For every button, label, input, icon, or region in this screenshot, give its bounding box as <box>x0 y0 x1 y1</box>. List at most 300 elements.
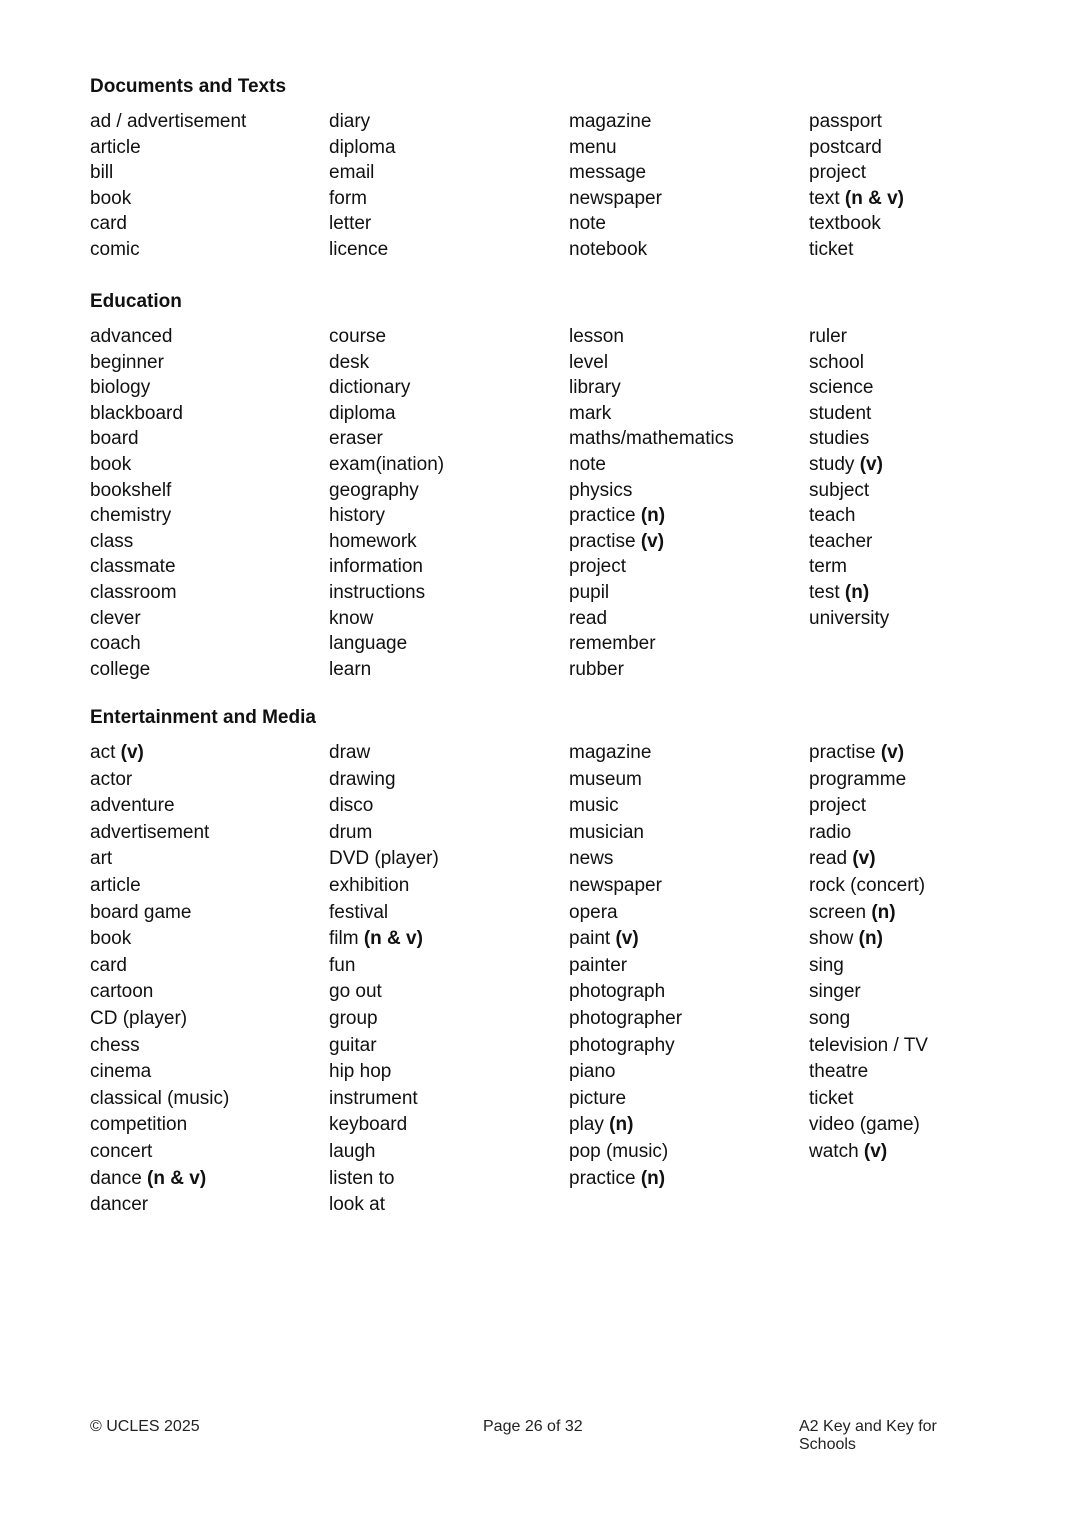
word-text: play <box>569 1114 610 1136</box>
word-text: project <box>809 795 867 817</box>
part-of-speech: (n) <box>640 505 666 527</box>
word-text: information <box>329 556 423 578</box>
word-text: read <box>569 607 608 629</box>
vocabulary-word <box>569 606 809 632</box>
part-of-speech: (v) <box>852 848 876 870</box>
word-text: singer <box>809 981 861 1003</box>
word-text: textbook <box>809 213 881 235</box>
word-text: picture <box>569 1087 627 1109</box>
vocabulary-word <box>90 1139 329 1166</box>
vocabulary-word <box>569 580 809 606</box>
word-text: photography <box>569 1034 675 1056</box>
word-text: laugh <box>329 1140 376 1162</box>
word-text: read <box>809 848 853 870</box>
word-text: painter <box>569 954 628 976</box>
vocabulary-word <box>90 1192 329 1219</box>
word-text: advertisement <box>90 821 210 843</box>
word-text: coach <box>90 633 141 655</box>
vocabulary-word <box>90 740 329 767</box>
vocabulary-word <box>569 657 809 683</box>
word-text: DVD (player) <box>329 848 439 870</box>
vocabulary-word <box>90 979 329 1006</box>
word-text: homework <box>329 530 417 552</box>
vocabulary-word <box>329 740 569 767</box>
vocabulary-word <box>809 554 1050 580</box>
vocabulary-word <box>569 324 809 350</box>
vocabulary-word <box>809 186 1050 212</box>
vocabulary-word <box>809 1059 1050 1086</box>
word-text: board game <box>90 901 192 923</box>
word-text: message <box>569 162 647 184</box>
word-text: lesson <box>569 326 624 347</box>
word-text: art <box>90 848 113 870</box>
vocabulary-word <box>809 873 1050 900</box>
vocabulary-word <box>809 426 1050 452</box>
word-text: clever <box>90 607 141 629</box>
vocabulary-word <box>90 1166 329 1193</box>
footer-publication-title: A2 Key and Key for Schools <box>799 1418 937 1453</box>
vocabulary-word <box>329 953 569 980</box>
word-text: group <box>329 1007 378 1029</box>
vocabulary-word <box>90 580 329 606</box>
vocabulary-word <box>90 926 329 953</box>
word-text: bill <box>90 162 114 184</box>
word-text: film <box>329 928 364 950</box>
word-text: practise <box>569 530 641 552</box>
word-text: history <box>329 505 385 527</box>
word-text: diary <box>329 111 371 132</box>
word-text: musician <box>569 821 644 843</box>
vocabulary-word <box>569 529 809 555</box>
word-text: diploma <box>329 136 396 158</box>
word-text: newspaper <box>569 874 662 896</box>
vocabulary-word <box>329 1033 569 1060</box>
word-text: dancer <box>90 1194 149 1216</box>
part-of-speech: (n & v) <box>844 187 905 209</box>
vocabulary-word <box>569 554 809 580</box>
word-text: notebook <box>569 238 648 260</box>
vocabulary-word <box>809 529 1050 555</box>
vocabulary-word <box>329 478 569 504</box>
word-text: song <box>809 1007 851 1029</box>
vocabulary-word <box>90 1059 329 1086</box>
vocabulary-word <box>809 820 1050 847</box>
word-text: student <box>809 402 872 424</box>
vocabulary-word <box>569 900 809 927</box>
word-text: pupil <box>569 581 610 603</box>
section-documents-and-texts <box>90 74 1050 263</box>
vocabulary-word <box>329 820 569 847</box>
word-text: bookshelf <box>90 479 172 501</box>
word-text: theatre <box>809 1061 869 1083</box>
word-text: know <box>329 607 374 629</box>
word-text: eraser <box>329 428 383 450</box>
vocabulary-word <box>569 478 809 504</box>
vocabulary-word <box>329 452 569 478</box>
word-text: card <box>90 213 127 235</box>
word-text: subject <box>809 479 870 501</box>
vocabulary-word <box>329 1059 569 1086</box>
word-text: screen <box>809 901 872 923</box>
vocabulary-word <box>90 1086 329 1113</box>
word-column <box>329 740 569 1219</box>
section-title: Education <box>90 291 182 312</box>
vocabulary-word <box>329 109 569 135</box>
vocabulary-word <box>90 375 329 401</box>
vocabulary-word <box>809 503 1050 529</box>
word-text: study <box>809 453 860 475</box>
word-text: teach <box>809 505 856 527</box>
vocabulary-word <box>90 554 329 580</box>
vocabulary-word <box>329 554 569 580</box>
word-text: paint <box>569 928 616 950</box>
word-text: comic <box>90 238 140 260</box>
vocabulary-word <box>809 452 1050 478</box>
vocabulary-word <box>569 186 809 212</box>
word-text: practice <box>569 505 641 527</box>
vocabulary-word <box>569 503 809 529</box>
word-text: disco <box>329 795 374 817</box>
vocabulary-word <box>329 211 569 237</box>
word-text: card <box>90 954 127 976</box>
part-of-speech: (n) <box>871 901 896 923</box>
word-text: teacher <box>809 530 873 552</box>
vocabulary-word <box>90 452 329 478</box>
word-text: project <box>809 162 867 184</box>
vocabulary-word <box>329 793 569 820</box>
vocabulary-word <box>90 820 329 847</box>
word-text: board <box>90 428 139 450</box>
vocabulary-word <box>329 1139 569 1166</box>
vocabulary-word <box>329 135 569 161</box>
vocabulary-word <box>569 953 809 980</box>
word-text: letter <box>329 213 372 235</box>
word-text: news <box>569 848 614 870</box>
vocabulary-word <box>809 1006 1050 1033</box>
word-text: science <box>809 377 874 399</box>
word-text: dance <box>90 1167 148 1189</box>
word-text: menu <box>569 136 617 158</box>
vocabulary-word <box>90 606 329 632</box>
word-text: learn <box>329 658 372 680</box>
word-text: maths/mathematics <box>569 428 734 450</box>
word-text: cinema <box>90 1061 152 1083</box>
word-text: chemistry <box>90 505 172 527</box>
footer-page-number: Page 26 of 32 <box>483 1418 583 1435</box>
vocabulary-word <box>809 350 1050 376</box>
word-text: go out <box>329 981 382 1003</box>
word-text: rock (concert) <box>809 874 926 896</box>
vocabulary-word <box>809 135 1050 161</box>
vocabulary-word <box>809 793 1050 820</box>
vocabulary-word <box>809 580 1050 606</box>
word-text: course <box>329 326 387 347</box>
vocabulary-word <box>569 1112 809 1139</box>
vocabulary-word <box>329 657 569 683</box>
word-text: mark <box>569 402 612 424</box>
vocabulary-word <box>90 631 329 657</box>
vocabulary-word <box>90 767 329 794</box>
word-text: concert <box>90 1140 153 1162</box>
part-of-speech: (n & v) <box>363 928 423 950</box>
vocabulary-word <box>90 160 329 186</box>
vocabulary-word <box>329 1086 569 1113</box>
vocabulary-word <box>809 953 1050 980</box>
vocabulary-word <box>90 953 329 980</box>
vocabulary-word <box>809 900 1050 927</box>
vocabulary-word <box>569 1033 809 1060</box>
vocabulary-word <box>809 478 1050 504</box>
vocabulary-word <box>329 237 569 263</box>
word-column <box>569 109 809 263</box>
part-of-speech: (n) <box>844 581 870 603</box>
word-text: email <box>329 162 375 184</box>
word-column <box>569 324 809 682</box>
word-text: television / TV <box>809 1034 928 1056</box>
word-text: book <box>90 928 132 950</box>
vocabulary-word <box>569 237 809 263</box>
word-column <box>809 109 1050 263</box>
word-column <box>329 109 569 263</box>
vocabulary-word <box>329 324 569 350</box>
word-column <box>90 740 329 1219</box>
word-columns <box>90 109 1050 263</box>
word-text: note <box>569 453 606 475</box>
vocabulary-word <box>90 401 329 427</box>
word-text: passport <box>809 111 882 132</box>
word-text: postcard <box>809 136 882 158</box>
word-text: ruler <box>809 326 848 347</box>
word-text: show <box>809 928 859 950</box>
word-text: rubber <box>569 658 624 680</box>
vocabulary-word <box>90 1006 329 1033</box>
vocabulary-word <box>569 1139 809 1166</box>
word-text: test <box>809 581 845 603</box>
word-text: desk <box>329 351 370 373</box>
vocabulary-word <box>90 109 329 135</box>
word-text: opera <box>569 901 618 923</box>
vocabulary-word <box>90 186 329 212</box>
vocabulary-word <box>809 606 1050 632</box>
vocabulary-word <box>90 478 329 504</box>
vocabulary-word <box>329 900 569 927</box>
vocabulary-word <box>329 186 569 212</box>
vocabulary-word <box>329 926 569 953</box>
vocabulary-word <box>809 767 1050 794</box>
word-text: university <box>809 607 890 629</box>
vocabulary-word <box>90 529 329 555</box>
word-text: article <box>90 874 141 896</box>
word-text: project <box>569 556 627 578</box>
word-text: exam(ination) <box>329 453 445 475</box>
word-text: remember <box>569 633 656 655</box>
vocabulary-word <box>569 1059 809 1086</box>
vocabulary-word <box>569 793 809 820</box>
word-text: piano <box>569 1061 616 1083</box>
vocabulary-word <box>90 1112 329 1139</box>
vocabulary-word <box>569 1006 809 1033</box>
vocabulary-word <box>569 452 809 478</box>
word-text: music <box>569 795 619 817</box>
vocabulary-word <box>569 1166 809 1193</box>
word-text: beginner <box>90 351 164 373</box>
word-text: practice <box>569 1167 641 1189</box>
vocabulary-word <box>809 926 1050 953</box>
section-education <box>90 289 1050 682</box>
vocabulary-word <box>569 631 809 657</box>
word-text: guitar <box>329 1034 377 1056</box>
word-text: drum <box>329 821 373 843</box>
word-text: magazine <box>569 742 652 763</box>
vocabulary-word <box>569 740 809 767</box>
vocabulary-word <box>329 846 569 873</box>
vocabulary-word <box>569 375 809 401</box>
part-of-speech: (v) <box>640 530 665 552</box>
word-text: text <box>809 187 845 209</box>
vocabulary-word <box>569 135 809 161</box>
vocabulary-word <box>569 979 809 1006</box>
vocabulary-word <box>90 237 329 263</box>
word-text: festival <box>329 901 389 923</box>
word-text: watch <box>809 1140 864 1162</box>
word-column <box>329 324 569 682</box>
word-text: ad / advertisement <box>90 111 247 132</box>
word-text: diploma <box>329 402 396 424</box>
vocabulary-word <box>809 740 1050 767</box>
word-text: class <box>90 530 134 552</box>
word-text: instructions <box>329 581 426 603</box>
section-title: Documents and Texts <box>90 76 287 97</box>
word-text: cartoon <box>90 981 154 1003</box>
word-text: note <box>569 213 606 235</box>
vocabulary-word <box>329 606 569 632</box>
part-of-speech: (v) <box>120 742 144 763</box>
vocabulary-word <box>90 1033 329 1060</box>
word-text: dictionary <box>329 377 411 399</box>
word-text: photographer <box>569 1007 683 1029</box>
part-of-speech: (v) <box>859 453 883 475</box>
word-text: draw <box>329 742 371 763</box>
word-text: article <box>90 136 141 158</box>
vocabulary-word <box>809 375 1050 401</box>
vocabulary-word <box>569 767 809 794</box>
vocabulary-word <box>329 631 569 657</box>
word-text: act <box>90 742 121 763</box>
part-of-speech: (v) <box>880 742 905 763</box>
footer-copyright: © UCLES 2025 <box>90 1418 200 1435</box>
word-text: photograph <box>569 981 666 1003</box>
word-column <box>90 109 329 263</box>
vocabulary-word <box>90 350 329 376</box>
word-text: pop (music) <box>569 1140 669 1162</box>
word-text: licence <box>329 238 389 260</box>
vocabulary-word <box>329 529 569 555</box>
section-entertainment-and-media <box>90 705 1050 1219</box>
vocabulary-word <box>329 1192 569 1219</box>
word-text: instrument <box>329 1087 418 1109</box>
vocabulary-word <box>329 580 569 606</box>
part-of-speech: (v) <box>615 928 639 950</box>
vocabulary-word <box>809 1033 1050 1060</box>
vocabulary-word <box>329 160 569 186</box>
word-text: keyboard <box>329 1114 408 1136</box>
vocabulary-word <box>329 979 569 1006</box>
word-text: hip hop <box>329 1061 392 1083</box>
vocabulary-word <box>569 1086 809 1113</box>
vocabulary-word <box>809 1086 1050 1113</box>
word-text: classical (music) <box>90 1087 230 1109</box>
vocabulary-word <box>90 503 329 529</box>
vocabulary-word <box>809 237 1050 263</box>
vocabulary-word <box>90 900 329 927</box>
vocabulary-word <box>90 793 329 820</box>
vocabulary-word <box>90 135 329 161</box>
vocabulary-word <box>90 324 329 350</box>
vocabulary-word <box>329 375 569 401</box>
vocabulary-word <box>329 1166 569 1193</box>
vocabulary-word <box>329 503 569 529</box>
part-of-speech: (v) <box>863 1140 888 1162</box>
word-text: radio <box>809 821 852 843</box>
word-text: exhibition <box>329 874 410 896</box>
word-text: classroom <box>90 581 177 603</box>
word-text: video (game) <box>809 1114 920 1136</box>
word-text: blackboard <box>90 402 183 424</box>
vocabulary-word <box>569 160 809 186</box>
word-text: CD (player) <box>90 1007 188 1029</box>
word-text: listen to <box>329 1167 395 1189</box>
vocabulary-word <box>90 873 329 900</box>
word-text: term <box>809 556 847 578</box>
word-text: language <box>329 633 408 655</box>
word-columns <box>90 740 1050 1219</box>
word-text: look at <box>329 1194 385 1216</box>
word-text: practise <box>809 742 881 763</box>
part-of-speech: (n) <box>640 1167 666 1189</box>
vocabulary-word <box>809 1112 1050 1139</box>
word-text: classmate <box>90 556 176 578</box>
vocabulary-word <box>329 1006 569 1033</box>
vocabulary-word <box>329 401 569 427</box>
vocabulary-word <box>90 657 329 683</box>
vocabulary-word <box>329 767 569 794</box>
vocabulary-word <box>569 873 809 900</box>
word-text: advanced <box>90 326 173 347</box>
word-text: ticket <box>809 1087 854 1109</box>
part-of-speech: (n & v) <box>147 1167 207 1189</box>
word-column <box>90 324 329 682</box>
vocabulary-word <box>90 846 329 873</box>
vocabulary-word <box>329 350 569 376</box>
vocabulary-word <box>569 820 809 847</box>
word-text: physics <box>569 479 633 501</box>
word-text: school <box>809 351 864 373</box>
word-text: college <box>90 658 151 680</box>
word-text: form <box>329 187 367 209</box>
word-text: museum <box>569 768 642 790</box>
word-column <box>809 324 1050 682</box>
word-text: competition <box>90 1114 188 1136</box>
word-columns <box>90 324 1050 682</box>
word-text: newspaper <box>569 187 662 209</box>
vocabulary-word <box>809 324 1050 350</box>
word-text: sing <box>809 954 844 976</box>
vocabulary-word <box>329 873 569 900</box>
vocabulary-word <box>809 211 1050 237</box>
word-text: book <box>90 453 132 475</box>
vocabulary-word <box>809 979 1050 1006</box>
vocabulary-word <box>569 350 809 376</box>
